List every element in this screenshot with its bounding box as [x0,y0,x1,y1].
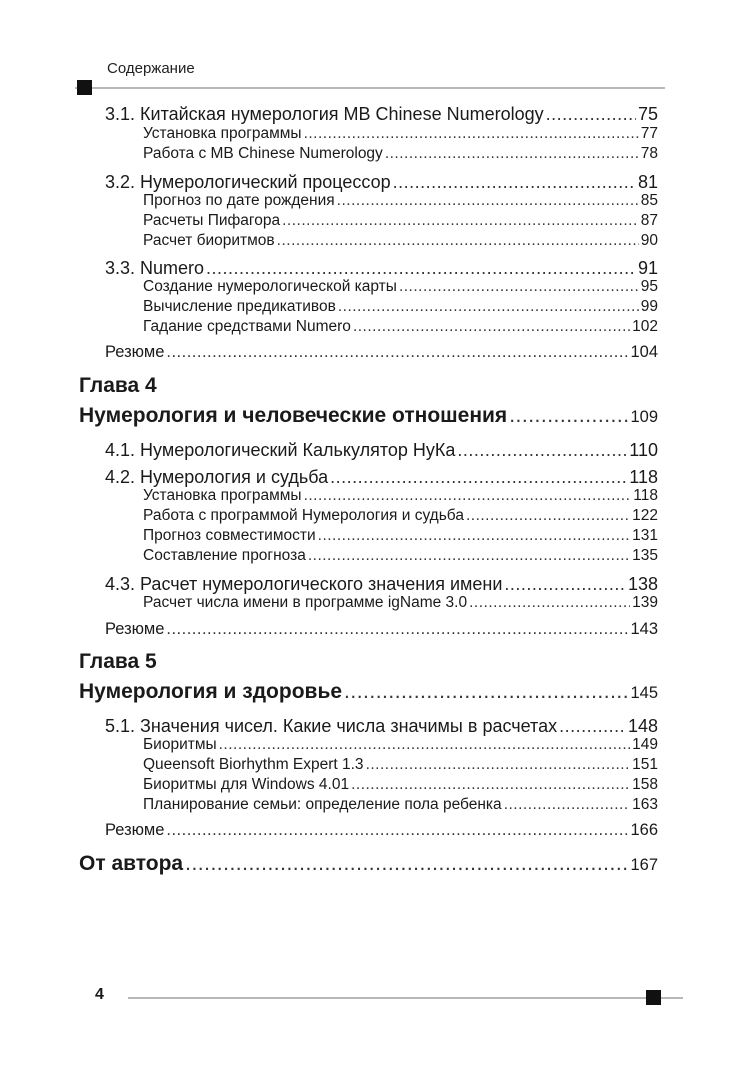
dot-leader [393,172,636,193]
toc-subsection-entry [143,796,658,814]
toc-entry-page: 90 [640,232,658,249]
toc-entry-page: 158 [632,776,658,793]
toc-entry-page: 81 [637,172,658,192]
footer-rule [128,997,683,999]
toc-subsection-entry [143,756,658,774]
toc-entry-title: Прогноз совместимости [143,527,316,544]
toc-entry-title: От автора [79,852,184,875]
toc-entry-page: 122 [632,507,658,524]
toc-entry-page: 110 [629,440,658,460]
dot-leader [366,756,631,774]
toc-entry-page: 75 [637,104,658,124]
toc-subsection-entry [143,232,658,250]
dot-leader [318,527,630,545]
toc-entry-page: 99 [640,298,658,315]
toc-subsection-entry [143,594,658,612]
toc-entry-page: 109 [630,408,658,426]
toc-subsection-entry [143,212,658,230]
dot-leader [344,680,628,704]
footer-square-marker [646,990,661,1005]
dot-leader [337,192,639,210]
toc-section-entry [105,440,658,461]
toc-entry-page: 85 [640,192,658,209]
dot-leader [166,620,628,639]
header-square-marker [77,80,92,95]
toc-entry-page: 118 [629,467,658,487]
toc-entry-title: Биоритмы [143,736,217,753]
header-rule [75,87,665,89]
dot-leader [282,212,639,230]
dot-leader [338,298,639,316]
toc-entry-title: Нумерология и человеческие отношения [79,404,508,427]
toc-entry-title: Прогноз по дате рождения [143,192,335,209]
dot-leader [308,547,630,565]
toc-entry-title: Установка программы [143,125,302,142]
toc-entry-page: 102 [632,318,658,335]
toc-chapter-entry [79,852,658,876]
toc-subsection-entry [143,298,658,316]
toc-entry-page: 151 [632,756,658,773]
toc-entry-page: 149 [632,736,658,753]
toc-subsection-entry [143,318,658,336]
dot-leader [330,467,627,488]
toc-entry-page: 104 [630,343,658,361]
toc-entry-title: Расчет биоритмов [143,232,275,249]
dot-leader [466,507,630,525]
dot-leader [166,821,628,840]
toc-subsection-entry [143,125,658,143]
toc-entry-page: 78 [640,145,658,162]
toc-entry-page: 139 [632,594,658,611]
toc-entry-title: Резюме [105,343,165,361]
dot-leader [385,145,639,163]
dot-leader [206,258,636,279]
toc-chapter-entry [79,680,658,704]
dot-leader [546,104,636,125]
toc-entry-title: Queensoft Biorhythm Expert 1.3 [143,756,364,773]
toc-entry-title: Установка программы [143,487,302,504]
toc-entry-title: Расчеты Пифагора [143,212,281,229]
toc-entry-page: 167 [630,856,658,874]
toc-entry-title: Резюме [105,620,165,638]
toc-entry-page: 77 [640,125,658,142]
toc-entry-title: Планирование семьи: определение пола ребенка [143,796,502,813]
chapter-label: Глава 5 [79,650,157,673]
toc-entry-page: 145 [630,684,658,702]
dot-leader [353,318,630,336]
toc-entry-page: 163 [632,796,658,813]
toc-entry-title: 3.1. Китайская нумерология MB Chinese Numerology [105,104,544,124]
dot-leader [277,232,639,250]
toc-entry-title: Создание нумерологической карты [143,278,397,295]
toc-entry-title: 5.1. Значения чисел. Какие числа значимы в расчетах [105,716,558,736]
dot-leader [504,796,630,814]
toc-entry-title: Резюме [105,821,165,839]
toc-entry-title: Нумерология и здоровье [79,680,343,703]
dot-leader [351,776,630,794]
toc-entry-title: 3.3. Numero [105,258,205,278]
toc-entry-title: Расчет числа имени в программе igName 3.0 [143,594,468,611]
dot-leader [469,594,630,612]
toc-subsection-entry [143,507,658,525]
toc-entry-title: 4.3. Расчет нумерологического значения имени [105,574,503,594]
dot-leader [509,404,628,428]
toc-summary-entry [105,620,658,639]
dot-leader [304,487,632,505]
toc-section-entry [105,467,658,488]
toc-summary-entry [105,343,658,362]
chapter-label: Глава 4 [79,374,157,397]
toc-entry-page: 131 [632,527,658,544]
toc-subsection-entry [143,527,658,545]
dot-leader [166,343,628,362]
toc-entry-page: 135 [632,547,658,564]
toc-section-entry [105,716,658,737]
toc-entry-page: 148 [627,716,658,736]
dot-leader [185,852,628,876]
dot-leader [399,278,639,296]
toc-chapter-entry [79,404,658,428]
toc-entry-title: Гадание средствами Numero [143,318,351,335]
toc-section-entry [105,258,658,279]
running-header: Содержание [107,60,195,77]
dot-leader [559,716,626,737]
toc-section-entry [105,104,658,125]
toc-subsection-entry [143,145,658,163]
toc-subsection-entry [143,547,658,565]
toc-entry-title: 3.2. Нумерологический процессор [105,172,391,192]
toc-subsection-entry [143,736,658,754]
toc-entry-page: 166 [630,821,658,839]
toc-entry-page: 143 [630,620,658,638]
toc-entry-page: 87 [640,212,658,229]
toc-entry-title: Работа с программой Нумерология и судьба [143,507,464,524]
toc-subsection-entry [143,776,658,794]
dot-leader [304,125,639,143]
toc-entry-title: Работа с MB Chinese Numerology [143,145,383,162]
page-number: 4 [95,986,104,1003]
toc-entry-title: 4.2. Нумерология и судьба [105,467,329,487]
toc-entry-page: 138 [627,574,658,594]
dot-leader [504,574,626,595]
toc-entry-page: 95 [640,278,658,295]
toc-subsection-entry [143,192,658,210]
toc-subsection-entry [143,278,658,296]
toc-entry-title: 4.1. Нумерологический Калькулятор НуКа [105,440,456,460]
toc-entry-page: 91 [637,258,658,278]
toc-section-entry [105,172,658,193]
toc-entry-title: Вычисление предикативов [143,298,336,315]
toc-summary-entry [105,821,658,840]
toc-entry-title: Составление прогноза [143,547,306,564]
toc-subsection-entry [143,487,658,505]
toc-entry-title: Биоритмы для Windows 4.01 [143,776,350,793]
toc-entry-page: 118 [633,487,658,504]
toc-section-entry [105,574,658,595]
dot-leader [457,440,627,461]
dot-leader [219,736,631,754]
